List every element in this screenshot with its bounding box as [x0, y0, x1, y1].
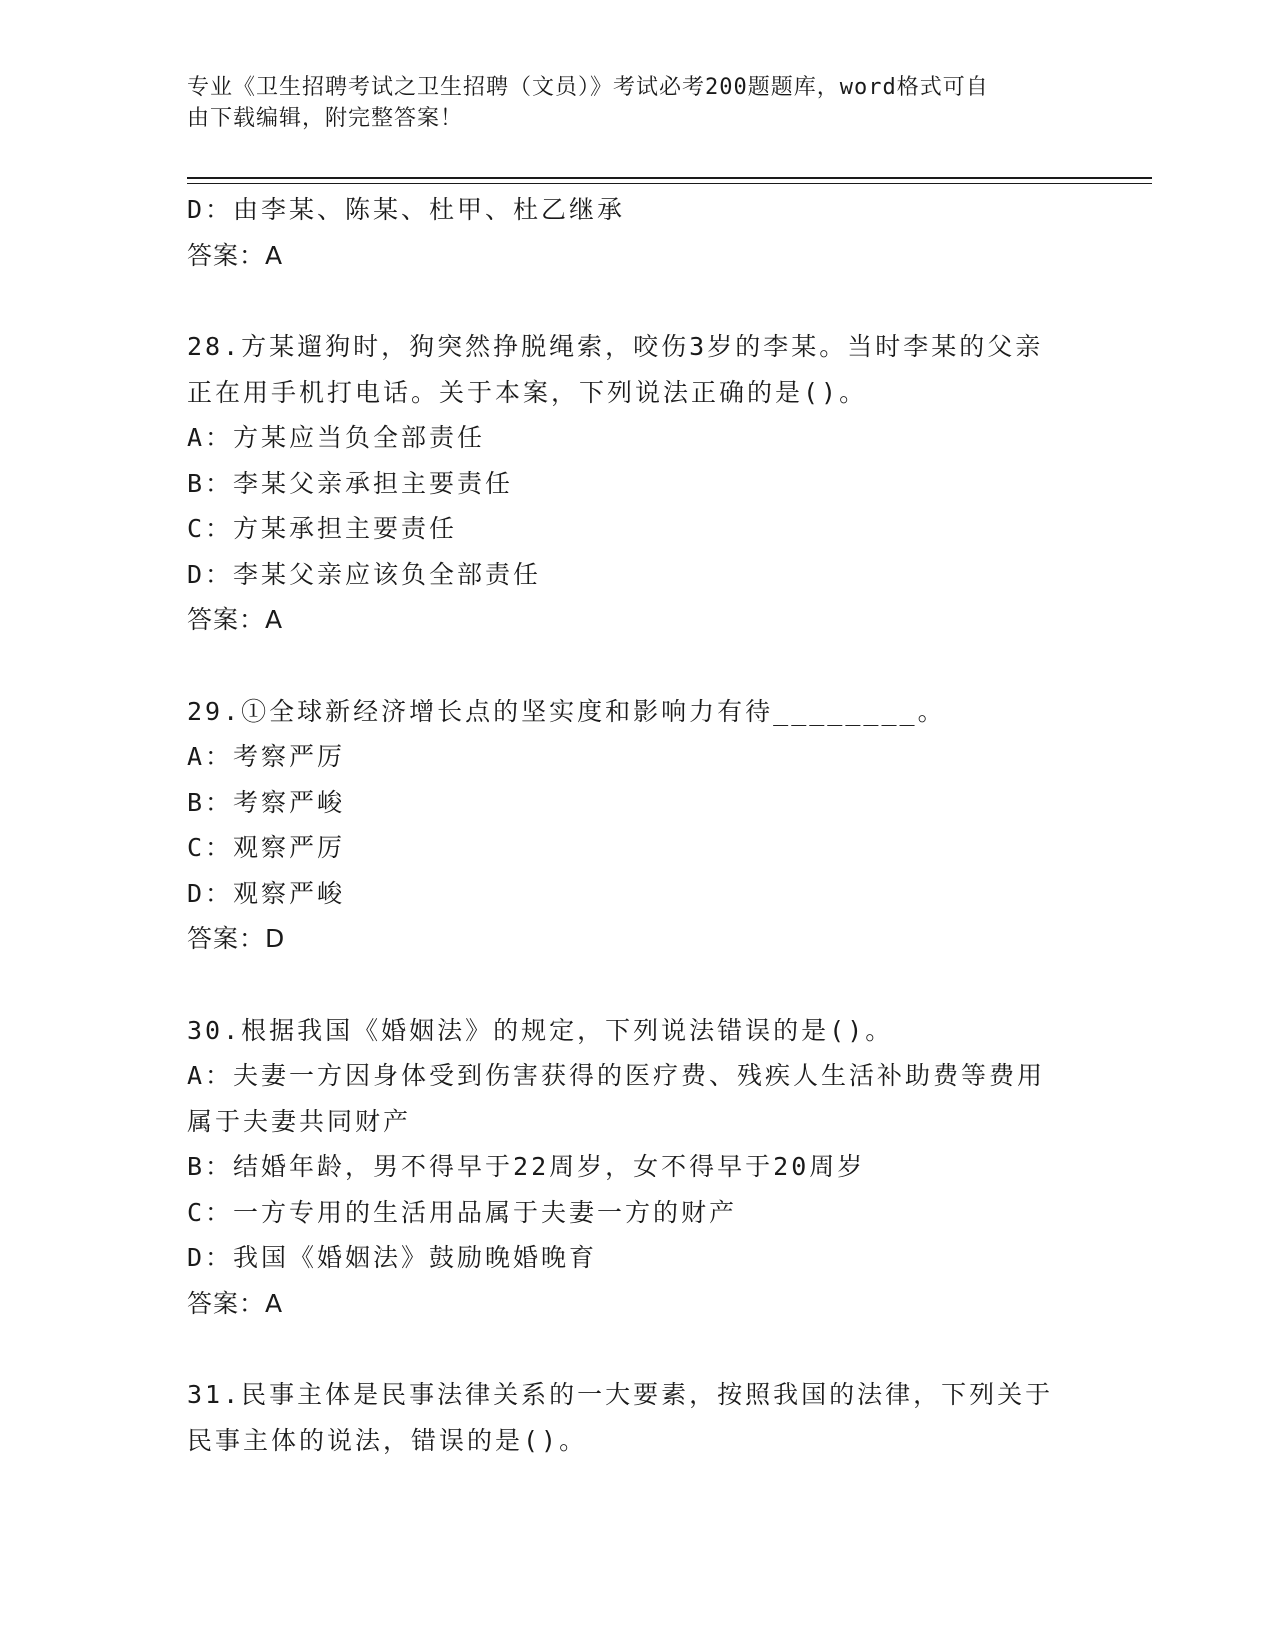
spacer [187, 962, 1087, 1008]
option-b: B：结婚年龄，男不得早于22周岁，女不得早于20周岁 [187, 1152, 866, 1181]
option-a: A：方某应当负全部责任 [187, 423, 486, 452]
question-31 [187, 1372, 1087, 1463]
option-c: C：一方专用的生活用品属于夫妻一方的财产 [187, 1197, 738, 1227]
document-header [187, 72, 1087, 134]
option-d: D：由李某、陈某、杜甲、杜乙继承 [187, 195, 626, 224]
spacer [187, 1326, 1087, 1372]
answer-line: 答案：A [187, 605, 284, 634]
question-list [187, 187, 1087, 1463]
question-30 [187, 1008, 1087, 1327]
option-d: D：观察严峻 [187, 878, 346, 908]
answer-line: 答案：A [187, 240, 284, 270]
question-stem: 29.①全球新经济增长点的坚实度和影响力有待________。 [187, 696, 946, 726]
option-c: C：观察严厉 [187, 833, 346, 862]
question-29 [187, 689, 1087, 962]
option-d: D：我国《婚姻法》鼓励晚婚晚育 [187, 1243, 598, 1272]
option-b: B：李某父亲承担主要责任 [187, 468, 514, 498]
header-divider-thick [187, 177, 1152, 179]
answer-line: 答案：A [187, 1288, 284, 1318]
option-a: A：夫妻一方因身体受到伤害获得的医疗费、残疾人生活补助费等费用 [187, 1061, 1046, 1090]
option-a-continued: 属于夫妻共同财产 [187, 1106, 412, 1136]
option-d: D：李某父亲应该负全部责任 [187, 559, 542, 589]
question-stem: 正在用手机打电话。关于本案，下列说法正确的是()。 [187, 377, 868, 407]
question-28 [187, 324, 1087, 643]
option-b: B：考察严峻 [187, 787, 346, 817]
spacer [187, 643, 1087, 689]
header-divider-thin [187, 183, 1152, 184]
question-stem: 28.方某遛狗时，狗突然挣脱绳索，咬伤3岁的李某。当时李某的父亲 [187, 332, 1044, 361]
question-stem: 民事主体的说法，错误的是()。 [187, 1425, 588, 1455]
option-a: A：考察严厉 [187, 742, 346, 771]
header-line-2: 由下载编辑，附完整答案！ [187, 106, 464, 131]
option-c: C：方某承担主要责任 [187, 514, 458, 543]
question-stem: 31.民事主体是民事法律关系的一大要素，按照我国的法律，下列关于 [187, 1380, 1054, 1409]
question-stem: 30.根据我国《婚姻法》的规定，下列说法错误的是()。 [187, 1015, 894, 1045]
spacer [187, 278, 1087, 324]
header-line-1: 专业《卫生招聘考试之卫生招聘（文员）》考试必考200题题库，word格式可自 [187, 75, 989, 100]
answer-line: 答案：D [187, 924, 286, 953]
